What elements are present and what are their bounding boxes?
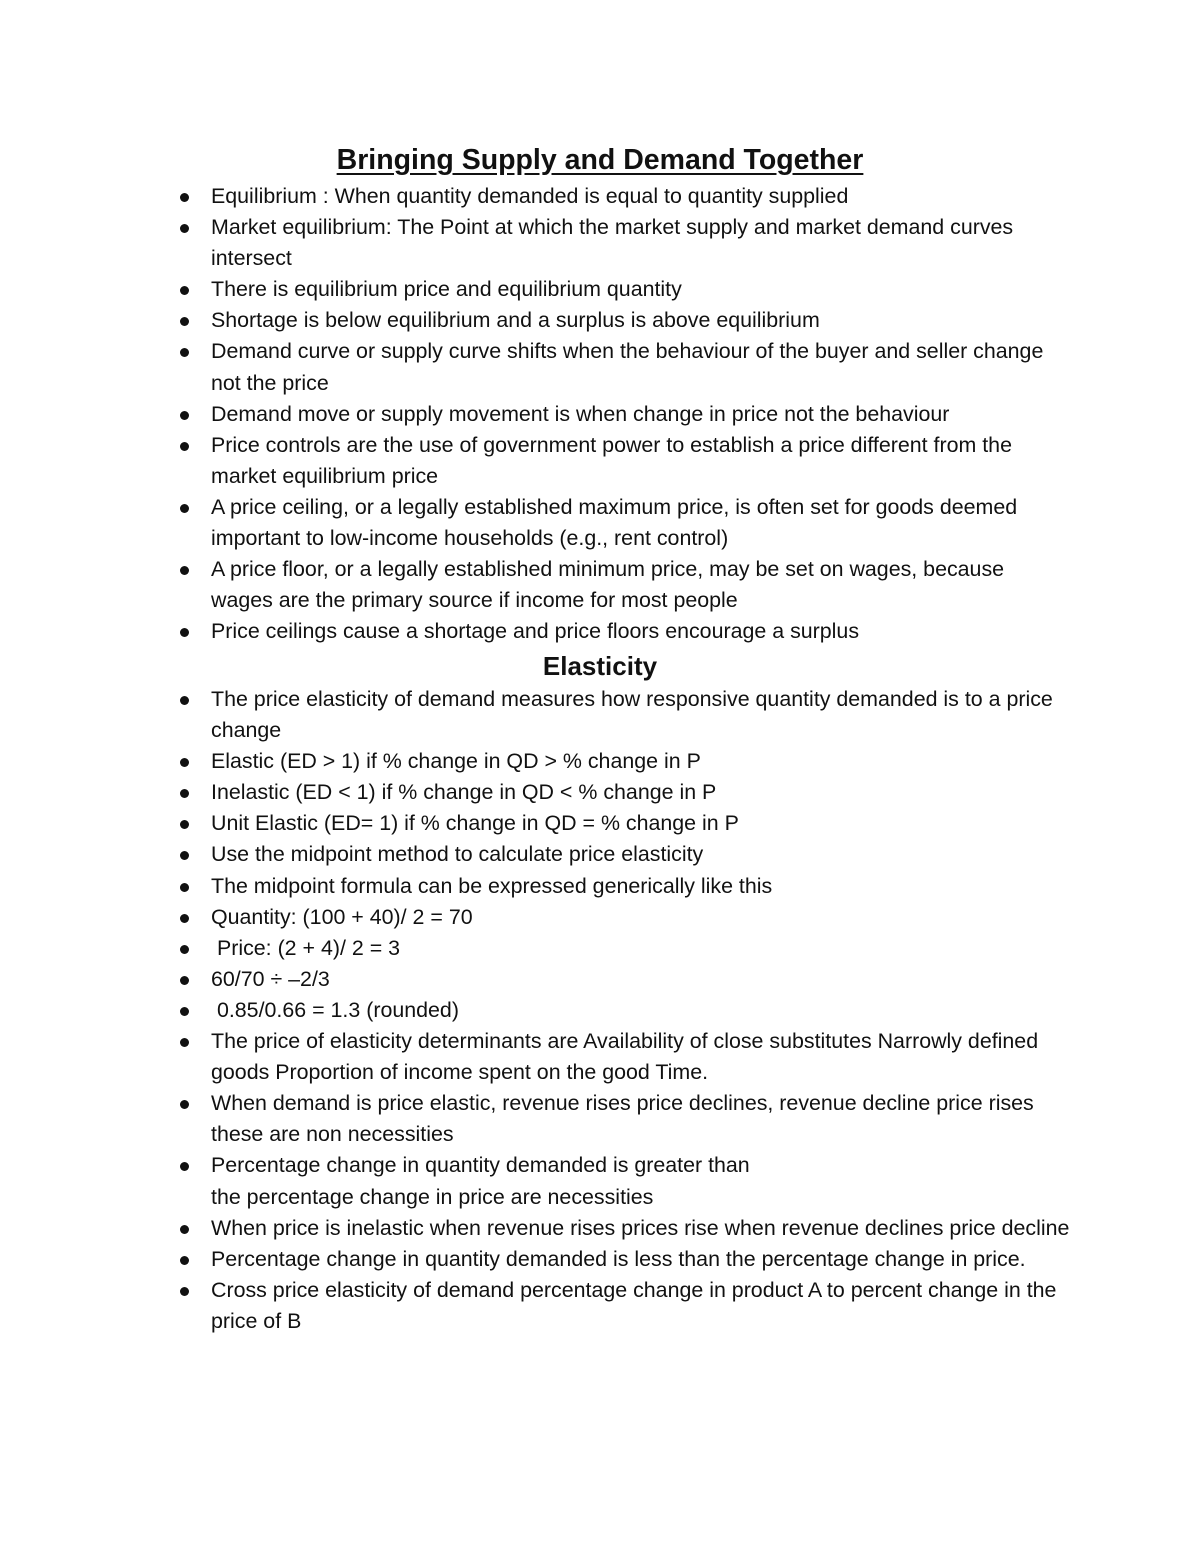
list-item-text: Demand move or supply movement is when change in price not the behaviour xyxy=(211,401,950,426)
supply-demand-bullet-list xyxy=(211,181,1071,647)
list-item-text: Price: (2 + 4)/ 2 = 3 xyxy=(211,935,401,960)
list-item-text: A price floor, or a legally established minimum price, may be set on wages, because wages are the primary source if income for most people xyxy=(211,557,1005,613)
list-item-text: The price elasticity of demand measures how responsive quantity demanded is to a price change xyxy=(211,687,1053,743)
list-item-text: Cross price elasticity of demand percentage change in product A to percent change in the price of B xyxy=(211,1277,1057,1333)
list-item xyxy=(211,1213,1071,1244)
list-item xyxy=(211,181,1071,212)
bullet-icon xyxy=(180,1100,189,1109)
bullet-icon xyxy=(180,411,189,420)
list-item-text: When demand is price elastic, revenue rises price declines, revenue decline price rises these are non necessities xyxy=(211,1091,1034,1147)
bullet-icon xyxy=(180,696,189,705)
list-item-text: There is equilibrium price and equilibrium quantity xyxy=(211,277,682,302)
list-item-text: Demand curve or supply curve shifts when the behaviour of the buyer and seller change not the price xyxy=(211,339,1044,395)
list-item xyxy=(211,430,1071,492)
bullet-icon xyxy=(180,317,189,326)
list-item xyxy=(211,212,1071,274)
list-item-text: Market equilibrium: The Point at which the market supply and market demand curves intersect xyxy=(211,215,1014,271)
bullet-icon xyxy=(180,193,189,202)
list-item xyxy=(211,1150,1071,1212)
list-item-text: Elastic (ED > 1) if % change in QD > % change in P xyxy=(211,749,701,774)
list-item-text: The midpoint formula can be expressed generically like this xyxy=(211,873,773,898)
list-item xyxy=(211,871,1071,902)
bullet-icon xyxy=(180,1287,189,1296)
bullet-icon xyxy=(180,976,189,985)
bullet-icon xyxy=(180,789,189,798)
bullet-icon xyxy=(180,504,189,513)
list-item xyxy=(211,492,1071,554)
list-item-text: Quantity: (100 + 40)/ 2 = 70 xyxy=(211,904,473,929)
list-item xyxy=(211,305,1071,336)
list-item-text: 0.85/0.66 = 1.3 (rounded) xyxy=(211,997,459,1022)
list-item-text: Equilibrium : When quantity demanded is equal to quantity supplied xyxy=(211,184,849,208)
list-item-text: 60/70 ÷ –2/3 xyxy=(211,966,330,991)
bullet-icon xyxy=(180,883,189,892)
list-item xyxy=(211,684,1071,746)
list-item-text: Percentage change in quantity demanded is greater than the percentage change in price are necessities xyxy=(211,1153,750,1209)
list-item xyxy=(211,1026,1071,1088)
list-item xyxy=(211,1275,1071,1337)
elasticity-heading: Elasticity xyxy=(542,651,658,681)
list-item xyxy=(211,274,1071,305)
list-item xyxy=(211,995,1071,1026)
bullet-icon xyxy=(180,851,189,860)
bullet-icon xyxy=(180,1038,189,1047)
bullet-icon xyxy=(180,945,189,954)
list-item xyxy=(211,746,1071,777)
list-item xyxy=(211,1088,1071,1150)
list-item xyxy=(211,616,1071,647)
bullet-icon xyxy=(180,1225,189,1234)
list-item xyxy=(211,777,1071,808)
list-item-text: Percentage change in quantity demanded is less than the percentage change in price. xyxy=(211,1246,1026,1271)
list-item-text: When price is inelastic when revenue rises prices rise when revenue declines price decline xyxy=(211,1215,1070,1240)
list-item xyxy=(211,399,1071,430)
list-item-text: A price ceiling, or a legally established maximum price, is often set for goods deemed important to low-income households (e.g., rent control) xyxy=(211,494,1018,551)
list-item-text: Use the midpoint method to calculate price elasticity xyxy=(211,842,704,867)
list-item xyxy=(211,808,1071,839)
list-item-text: Price ceilings cause a shortage and price floors encourage a surplus xyxy=(211,619,860,644)
bullet-icon xyxy=(180,820,189,829)
list-item-text: Inelastic (ED < 1) if % change in QD < % change in P xyxy=(211,780,717,805)
bullet-icon xyxy=(180,758,189,767)
bullet-icon xyxy=(180,914,189,923)
list-item-text: The price of elasticity determinants are Availability of close substitutes Narrowly defined goods Proportion of income spent on the good Time. xyxy=(211,1029,1039,1085)
list-item-text: Price controls are the use of government power to establish a price different from the market equilibrium price xyxy=(211,432,1012,488)
list-item xyxy=(211,839,1071,870)
list-item xyxy=(211,336,1071,398)
bullet-icon xyxy=(180,1256,189,1265)
list-item xyxy=(211,933,1071,964)
elasticity-bullet-list xyxy=(211,684,1071,1337)
bullet-icon xyxy=(180,348,189,357)
bullet-icon xyxy=(180,286,189,295)
bullet-icon xyxy=(180,1162,189,1171)
list-item xyxy=(211,902,1071,933)
list-item xyxy=(211,554,1071,616)
bullet-icon xyxy=(180,628,189,637)
bullet-icon xyxy=(180,1007,189,1016)
list-item-text: Shortage is below equilibrium and a surplus is above equilibrium xyxy=(211,308,820,333)
list-item xyxy=(211,1244,1071,1275)
bullet-icon xyxy=(180,224,189,233)
list-item-text: Unit Elastic (ED= 1) if % change in QD = % change in P xyxy=(211,811,739,836)
bullet-icon xyxy=(180,442,189,451)
bullet-icon xyxy=(180,566,189,575)
list-item xyxy=(211,964,1071,995)
page-title: Bringing Supply and Demand Together xyxy=(336,144,864,176)
